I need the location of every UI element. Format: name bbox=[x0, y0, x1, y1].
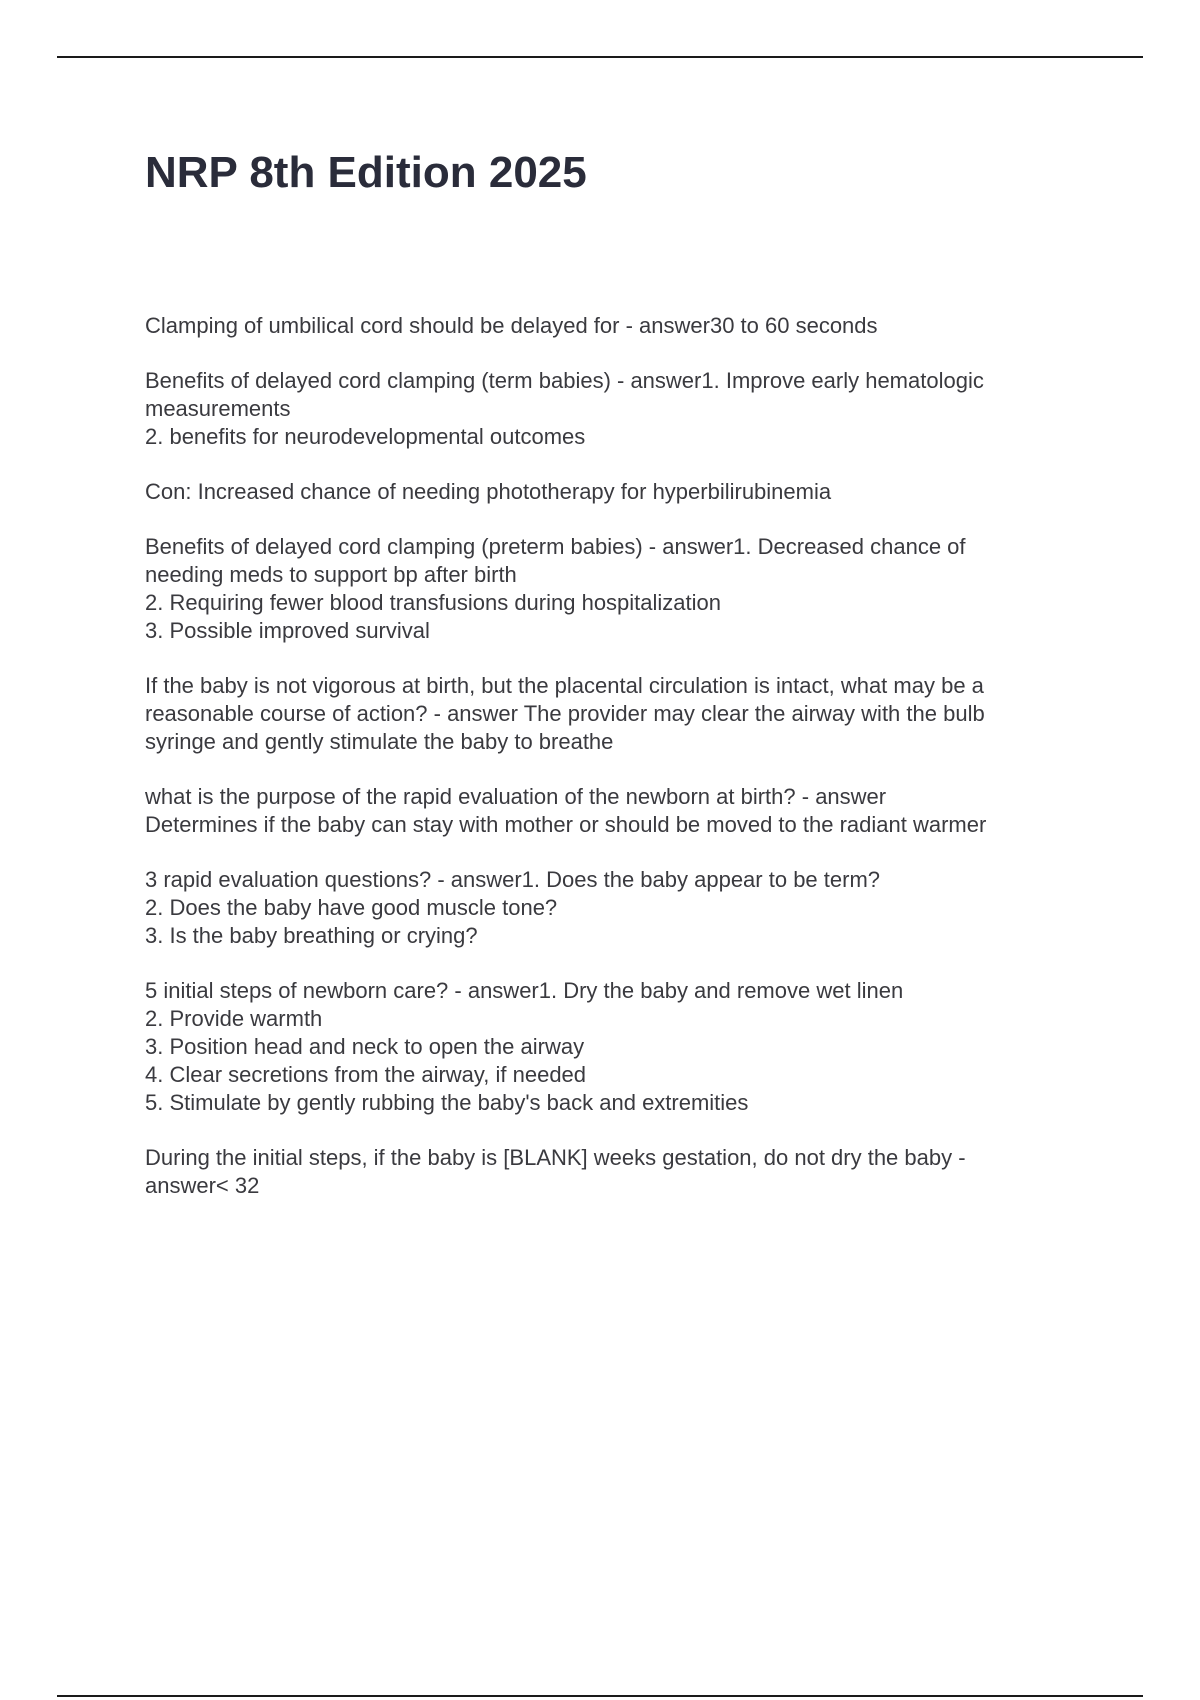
text-line: 3 rapid evaluation questions? - answer1. Does the baby appear to be term? bbox=[145, 867, 881, 892]
text-line: Clamping of umbilical cord should be delayed for - answer30 to 60 seconds bbox=[145, 313, 878, 338]
text-line: 4. Clear secretions from the airway, if needed bbox=[145, 1062, 587, 1087]
text-line: 2. Does the baby have good muscle tone? bbox=[145, 895, 558, 920]
text-line: If the baby is not vigorous at birth, but the placental circulation is intact, what may be a bbox=[145, 673, 984, 698]
qa-entry bbox=[145, 533, 1085, 645]
text-line: 2. Requiring fewer blood transfusions during hospitalization bbox=[145, 590, 722, 615]
qa-entry bbox=[145, 1144, 1085, 1200]
text-line: measurements bbox=[145, 396, 291, 421]
text-line: 2. benefits for neurodevelopmental outcomes bbox=[145, 424, 586, 449]
qa-entry bbox=[145, 478, 1085, 506]
text-line: what is the purpose of the rapid evaluation of the newborn at birth? - answer bbox=[145, 784, 887, 809]
text-line: 2. Provide warmth bbox=[145, 1006, 323, 1031]
text-line: 5 initial steps of newborn care? - answer1. Dry the baby and remove wet linen bbox=[145, 978, 904, 1003]
bottom-divider bbox=[57, 1695, 1143, 1697]
text-line: Con: Increased chance of needing phototherapy for hyperbilirubinemia bbox=[145, 479, 832, 504]
text-line: needing meds to support bp after birth bbox=[145, 562, 517, 587]
text-line: During the initial steps, if the baby is [BLANK] weeks gestation, do not dry the baby - bbox=[145, 1145, 966, 1170]
text-line: syringe and gently stimulate the baby to breathe bbox=[145, 729, 614, 754]
page-title: NRP 8th Edition 2025 bbox=[145, 148, 587, 197]
text-line: Benefits of delayed cord clamping (preterm babies) - answer1. Decreased chance of bbox=[145, 534, 966, 559]
qa-entry bbox=[145, 977, 1085, 1117]
qa-entry bbox=[145, 672, 1085, 756]
text-line: 3. Possible improved survival bbox=[145, 618, 430, 643]
text-line: 5. Stimulate by gently rubbing the baby's back and extremities bbox=[145, 1090, 749, 1115]
text-line: Determines if the baby can stay with mother or should be moved to the radiant warmer bbox=[145, 812, 987, 837]
text-line: Benefits of delayed cord clamping (term babies) - answer1. Improve early hematologic bbox=[145, 368, 984, 393]
text-line: reasonable course of action? - answer The provider may clear the airway with the bulb bbox=[145, 701, 985, 726]
text-line: 3. Position head and neck to open the airway bbox=[145, 1034, 585, 1059]
qa-entry bbox=[145, 783, 1085, 839]
qa-entry bbox=[145, 866, 1085, 950]
text-line: 3. Is the baby breathing or crying? bbox=[145, 923, 478, 948]
document-body bbox=[145, 312, 1085, 1227]
text-line: answer< 32 bbox=[145, 1173, 260, 1198]
qa-entry bbox=[145, 367, 1085, 451]
top-divider bbox=[57, 56, 1143, 58]
qa-entry bbox=[145, 312, 1085, 340]
